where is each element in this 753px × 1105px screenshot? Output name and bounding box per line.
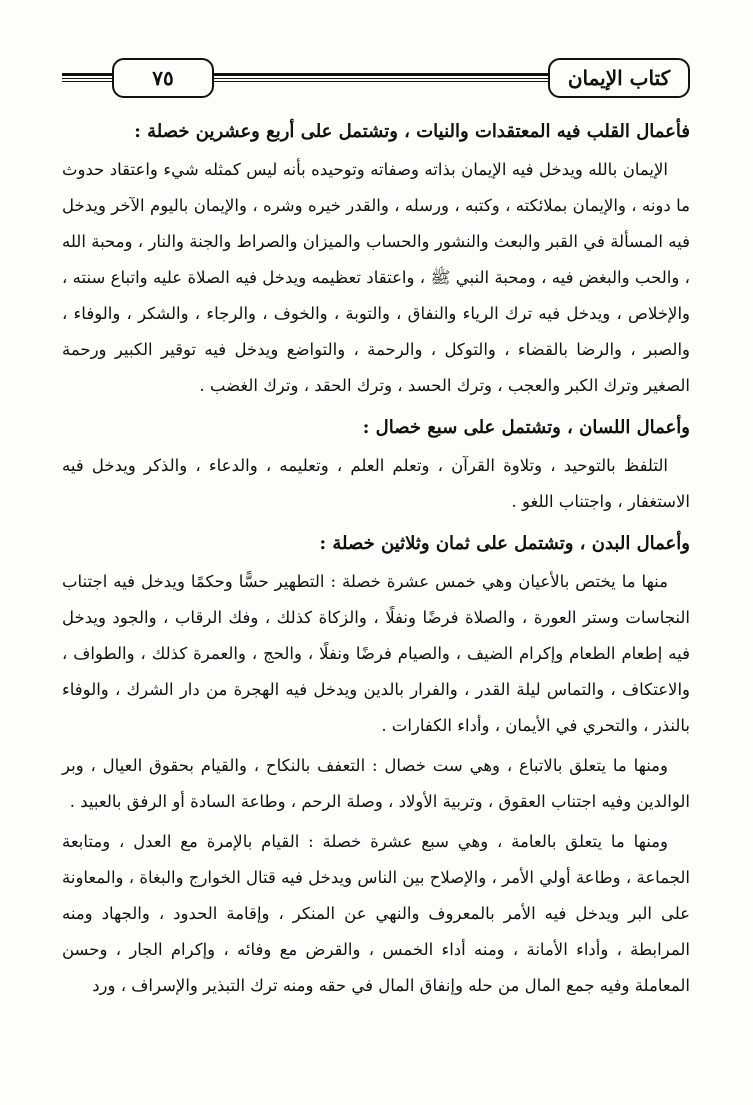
section-heading-heart: فأعمال القلب فيه المعتقدات والنيات ، وتشتمل على أربع وعشرين خصلة : — [134, 121, 690, 142]
section-heading-tongue: وأعمال اللسان ، وتشتمل على سبع خصال : — [362, 417, 690, 438]
book-title: كتاب الإيمان — [548, 58, 690, 98]
paragraph-individual-deeds: منها ما يختص بالأعيان وهي خمس عشرة خصلة : التطهير حسًّا وحكمًا ويدخل فيه اجتناب النجاسات وستر العورة ، والصلاة فرضًا ونفلًا ، والزكاة كذلك ، وفك الرقاب ، والجود ويدخل فيه إطعام الطعام وإكرام الضيف ، والصيام فرضًا ونفلًا ، والحج ، والعمرة كذلك ، والطواف ، والاعتكاف ، والتماس ليلة القدر ، والفرار بالدين ويدخل فيه الهجرة من دار الشرك ، والوفاء بالنذر ، والتحري في الأيمان ، وأداء الكفارات . — [62, 572, 690, 735]
section-heading-body: وأعمال البدن ، وتشتمل على ثمان وثلاثين خصلة : — [319, 533, 690, 554]
paragraph-tongue-deeds: التلفظ بالتوحيد ، وتلاوة القرآن ، وتعلم العلم ، وتعليمه ، والدعاء ، والذكر ويدخل فيه الاستغفار ، واجتناب اللغو . — [62, 456, 690, 511]
paragraph-following-deeds: ومنها ما يتعلق بالاتباع ، وهي ست خصال : التعفف بالنكاح ، والقيام بحقوق العيال ، وبر الوالدين وفيه اجتناب العقوق ، وتربية الأولاد ، وصلة الرحم ، وطاعة السادة أو الرفق بالعبيد . — [62, 756, 690, 811]
page-header — [62, 56, 690, 100]
paragraph-public-deeds: ومنها ما يتعلق بالعامة ، وهي سبع عشرة خصلة : القيام بالإمرة مع العدل ، ومتابعة الجماعة ، وطاعة أولي الأمر ، والإصلاح بين الناس ويدخل فيه قتال الخوارج والبغاة ، والمعاونة على البر ويدخل فيه الأمر بالمعروف والنهي عن المنكر ، وإقامة الحدود ، والجهاد ومنه المرابطة ، وأداء الأمانة ، ومنه أداء الخمس ، والقرض مع وفائه ، وإكرام الجار ، وحسن المعاملة وفيه جمع المال من حله وإنفاق المال في حقه ومنه ترك التبذير والإسراف ، ورد — [62, 832, 690, 995]
page-body — [62, 112, 690, 1092]
paragraph-heart-deeds: الإيمان بالله ويدخل فيه الإيمان بذاته وصفاته وتوحيده بأنه ليس كمثله شيء واعتقاد حدوث ما دونه ، والإيمان بملائكته ، وكتبه ، ورسله ، والقدر خيره وشره ، والإيمان باليوم الآخر ويدخل فيه المسألة في القبر والبعث والنشور والحساب والميزان والصراط والجنة والنار ، ومحبة الله ، والحب والبغض فيه ، ومحبة النبي ﷺ ، واعتقاد تعظيمه ويدخل فيه الصلاة عليه واتباع سنته ، والإخلاص ، ويدخل فيه ترك الرياء والنفاق ، والتوبة ، والخوف ، والرجاء ، والشكر ، والوفاء ، والصبر ، والرضا بالقضاء ، والتوكل ، والرحمة ، والتواضع ويدخل فيه توقير الكبير ورحمة الصغير وترك الكبر والعجب ، وترك الحسد ، وترك الحقد ، وترك الغضب . — [62, 160, 690, 395]
page-number: ٧٥ — [112, 58, 214, 98]
